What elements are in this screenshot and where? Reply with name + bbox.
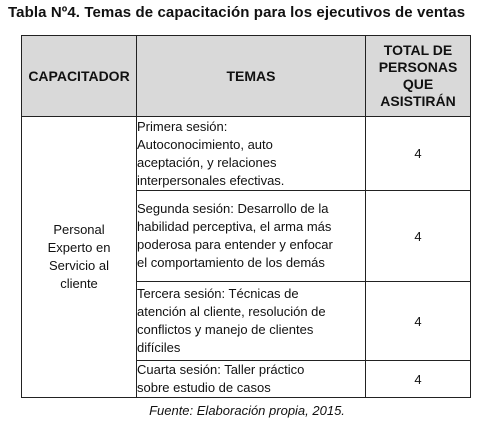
tema-cell: Tercera sesión: Técnicas de atención al cliente, resolución de conflictos y manejo de clientes difíciles [137, 282, 366, 361]
total-cell: 4 [366, 117, 471, 191]
total-cell: 4 [366, 191, 471, 282]
header-row [22, 36, 471, 117]
table-title: Tabla Nº4. Temas de capacitación para los ejecutivos de ventas [8, 4, 466, 21]
source-caption: Fuente: Elaboración propia, 2015. [149, 403, 345, 418]
total-cell: 4 [366, 282, 471, 361]
table-row [22, 117, 471, 191]
tema-cell: Cuarta sesión: Taller práctico sobre estudio de casos [137, 361, 366, 398]
header-temas: TEMAS [137, 36, 366, 117]
tema-cell: Segunda sesión: Desarrollo de la habilidad perceptiva, el arma más poderosa para entender y enfocar el comportamiento de los demás [137, 191, 366, 282]
header-total-asistentes: TOTAL DE PERSONAS QUE ASISTIRÁN [366, 36, 471, 117]
capacitador-cell: Personal Experto en Servicio al cliente [22, 117, 137, 398]
header-capacitador: CAPACITADOR [22, 36, 137, 117]
training-topics-table [21, 35, 471, 398]
total-cell: 4 [366, 361, 471, 398]
tema-cell: Primera sesión: Autoconocimiento, auto aceptación, y relaciones interpersonales efectivas. [137, 117, 366, 191]
